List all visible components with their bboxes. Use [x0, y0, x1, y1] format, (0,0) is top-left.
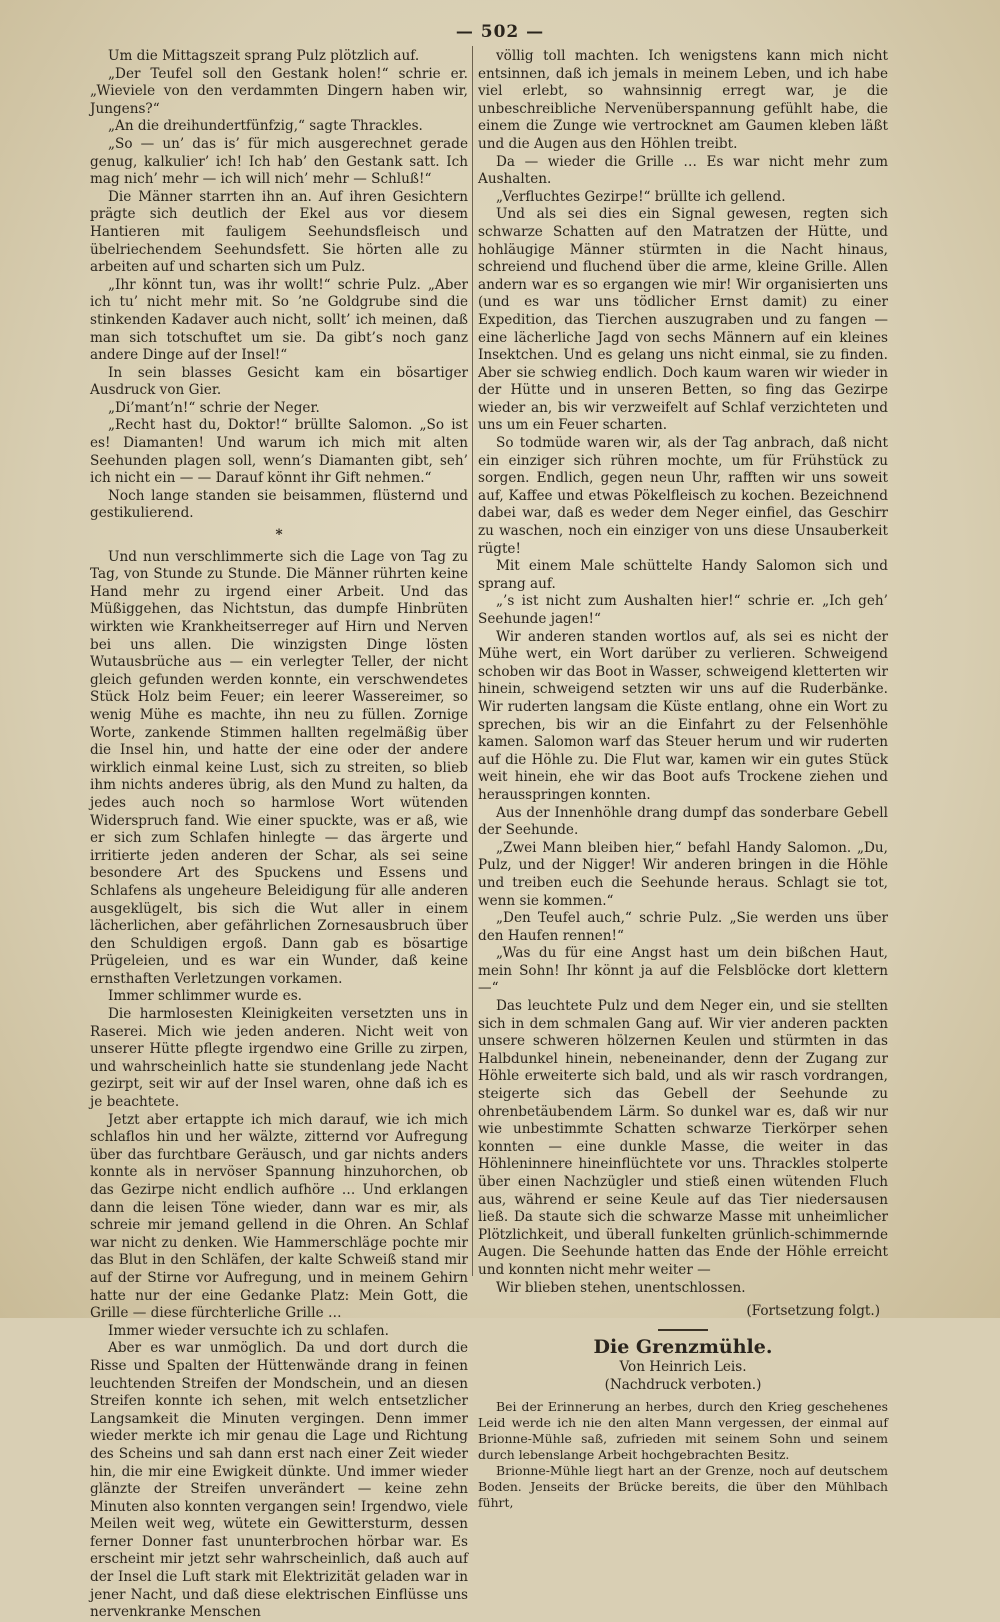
paragraph: Und nun verschlimmerte sich die Lage von Tag zu Tag, von Stunde zu Stunde. Die Männer rührten keine Hand mehr zu irgend einer Arbeit. Und das Müßiggehen, das Nichtstun, das dumpfe Hinbrüten wirkten wie Krankheitserreger auf Hirn und Nerven bei uns allen. Die winzigsten Dinge lösten Wutausbrüche aus — ein verlegter Teller, der nicht gleich gefunden werden konnte, ein verschwendetes Stück Holz beim Feuer; ein leerer Wassereimer, so wenig Mühe es machte, ihn neu zu füllen. Zornige Worte, zankende Stimmen hallten regelmäßig über die Insel hin, und hatte der eine oder der andere wirklich einmal keine Lust, sich zu streiten, so blieb ihm nichts anderes übrig, als den Mund zu halten, da jedes auch noch so harmlose Wort wütenden Widerspruch fand. Wie einer spuckte, was er aß, wie er sich zum Schlafen hinlegte — das ärgerte und irritierte jeden anderen der Schar, als sei seine besondere Art des Spuckens und Essens und Schlafens als ungeheure Beleidigung für alle anderen ausgeklügelt, bis sich die Wut aller in einem lächerlichen, aber gefährlichen Zornesausbruch über den Schuldigen ergoß. Dann gab es bösartige Prügeleien, und es war ein Wunder, daß keine ernsthaften Verletzungen vorkamen.: [90, 548, 468, 987]
paragraph: „Zwei Mann bleiben hier,“ befahl Handy Salomon. „Du, Pulz, und der Nigger! Wir anderen bringen in die Höhle und treiben euch die Seehunde heraus. Schlagt sie tot, wenn sie kommen.“: [478, 839, 888, 909]
paragraph: Immer schlimmer wurde es.: [108, 988, 302, 1005]
left-column: [90, 48, 468, 1622]
paragraph: „So — un’ das is’ für mich ausgerechnet gerade genug, kalkulier’ ich! Ich hab’ den Gestank satt. Ich mag nich’ mehr — ich will nich’ mehr — Schluß!“: [90, 135, 468, 188]
paragraph: „Ihr könnt tun, was ihr wollt!“ schrie Pulz. „Aber ich tu’ nicht mehr mit. So ’ne Goldgrube sind die stinkenden Kadaver auch nicht, sollt’ ich meinen, daß man sich totschuftet um sie. Da gibt’s noch ganz andere Dinge auf der Insel!“: [90, 276, 468, 364]
paragraph: „Was du für eine Angst hast um dein bißchen Haut, mein Sohn! Ihr könnt ja auf die Felsblöcke dort klettern —“: [478, 945, 888, 997]
paragraph: „Den Teufel auch,“ schrie Pulz. „Sie werden uns über den Haufen rennen!“: [478, 910, 888, 944]
column-divider: [472, 46, 473, 1276]
story-divider: [658, 1329, 708, 1331]
paragraph: Aber es war unmöglich. Da und dort durch die Risse und Spalten der Hüttenwände drang in feinen leuchtenden Streifen der Mondschein, und an diesen Streifen konnte ich sehen, mit welch entsetzlicher Langsamkeit die Minuten vergingen. Denn immer wieder merkte ich mir genau die Lage und Richtung des Scheins und sah dann erst nach einer Zeit wieder hin, die mir eine Ewigkeit dünkte. Und immer wieder glänzte der Streifen unverändert — keine zehn Minuten also konnten vergangen sein! Irgendwo, viele Meilen weit weg, wütete ein Gewittersturm, dessen ferner Donner fast ununterbrochen hörbar war. Es erscheint mir jetzt sehr wahrscheinlich, daß auch auf der Insel die Luft stark mit Elektrizität geladen war in jener Nacht, und daß diese elektrischen Einflüsse uns nervenkranke Menschen: [90, 1340, 468, 1621]
paragraph: Mit einem Male schüttelte Handy Salomon sich und sprang auf.: [478, 558, 888, 592]
paragraph: Um die Mittagszeit sprang Pulz plötzlich auf.: [108, 48, 420, 64]
paragraph: Und als sei dies ein Signal gewesen, regten sich schwarze Schatten auf den Matratzen der Hütte, und hohläugige Männer stürmten in die Nacht hinaus, schreiend und fluchend über die arme, kleine Grille. Allen andern war es so ergangen wie mir! Wir organisierten uns (und es war uns tödlicher Ernst damit) zu einer Expedition, das Tierchen auszugraben und zu fangen — eine lächerliche Jagd von sechs Männern auf ein kleines Insektchen. Und es gelang uns nicht einmal, sie zu finden. Aber sie schwieg endlich. Doch kaum waren wir wieder in der Hütte und in unseren Betten, so fing das Gezirpe wieder an, bis wir verzweifelt auf Schlaf verzichteten und uns um ein Feuer scharten.: [478, 206, 888, 434]
paragraph: „’s ist nicht zum Aushalten hier!“ schrie er. „Ich geh’ Seehunde jagen!“: [478, 593, 888, 627]
paragraph: völlig toll machten. Ich wenigstens kann mich nicht entsinnen, daß ich jemals in meinem Leben, und ich habe viel erlebt, so wahnsinnig erregt war, je die unbeschreibliche Nervenüberspannung gefühlt habe, die einem die Zunge wie vertrocknet am Gaumen kleben läßt und die Augen aus den Höhlen treibt.: [478, 48, 888, 152]
right-column: [478, 48, 888, 1511]
paragraph: Jetzt aber ertappte ich mich darauf, wie ich mich schlaflos hin und her wälzte, zitternd vor Aufregung über das furchtbare Geräusch, und gar nichts anders konnte als in nervöser Spannung hinzuhorchen, ob das Gezirpe nicht endlich aufhöre … Und erklangen dann die leisen Töne wieder, dann war es mir, als schreie mir jemand gellend in die Ohren. An Schlaf war nicht zu denken. Wie Hammerschläge pochte mir das Blut in den Schläfen, der kalte Schweiß stand mir auf der Stirne vor Aufregung, und in meinem Gehirn hatte nur der eine Gedanke Platz: Mein Gott, die Grille — diese fürchterliche Grille …: [90, 1111, 468, 1322]
paragraph: Das leuchtete Pulz und dem Neger ein, und sie stellten sich in dem schmalen Gang auf. Wir vier anderen packten unsere schweren hölzernen Keulen und stürmten in das Halbdunkel hinein, nebeneinander, denn der Zugang zur Höhle erweiterte sich bald, und als wir rasch vordrangen, steigerte sich das Gebell der Seehunde zu ohrenbetäubendem Lärm. So dunkel war es, daß wir nur wie unbestimmte Schatten schwarze Tierkörper sehen konnten — eine dunkle Masse, die weiter in das Höhleninnere hineinflüchtete vor uns. Thrackles stolperte über einen Nachzügler und stieß einen wütenden Fluch aus, während er seine Keule auf das Tier niedersausen ließ. Da staute sich die schwarze Masse mit unheimlicher Plötzlichkeit, und überall funkelten grünlich-schimmernde Augen. Die Seehunde hatten das Ende der Höhle erreicht und konnten nicht mehr weiter —: [478, 998, 888, 1278]
paragraph: Aus der Innenhöhle drang dumpf das sonderbare Gebell der Seehunde.: [478, 804, 888, 839]
paragraph: Die Männer starrten ihn an. Auf ihren Gesichtern prägte sich deutlich der Ekel aus vor diesem Hantieren mit fauligem Seehundsfleisch und übelriechendem Seehundsfett. Sie hörten alle zu arbeiten auf und scharten sich um Pulz.: [90, 188, 468, 276]
paragraph: Bei der Erinnerung an herbes, durch den Krieg geschehenes Leid werde ich nie den alten Mann vergessen, der einmal auf Brionne-Mühle saß, zufrieden mit seinem Sohn und seinem durch lebenslange Arbeit hochgebrachten Besitz.: [478, 1398, 888, 1462]
story-title: Die Grenzmühle.: [593, 1335, 773, 1358]
paragraph: „Der Teufel soll den Gestank holen!“ schrie er. „Wieviele von den verdammten Dingern haben wir, Jungens?“: [90, 65, 468, 117]
paragraph: „Recht hast du, Doktor!“ brüllte Salomon. „So ist es! Diamanten! Und warum ich mich mit alten Seehunden plagen soll, wenn’s Diamanten gibt, seh’ ich nicht ein — — Darauf könnt ihr Gift nehmen.“: [90, 417, 468, 487]
continuation-note: (Fortsetzung folgt.): [746, 1303, 880, 1320]
story-byline: Von Heinrich Leis.: [619, 1359, 747, 1376]
paragraph: „An die dreihundertfünfzig,“ sagte Thrackles.: [108, 118, 423, 135]
story-body: [478, 1399, 888, 1511]
paragraph: „Verfluchtes Gezirpe!“ brüllte ich gellend.: [496, 188, 786, 205]
paragraph: Wir blieben stehen, unentschlossen.: [496, 1279, 746, 1296]
paragraph: Noch lange standen sie beisammen, flüsternd und gestikulierend.: [90, 487, 468, 522]
paragraph: So todmüde waren wir, als der Tag anbrach, daß nicht ein einziger sich rühren mochte, um für Frühstück zu sorgen. Endlich, gegen neun Uhr, rafften wir uns soweit auf, Kaffee und etwas Pökelfleisch zu kochen. Bezeichnend dabei war, daß es weder dem Neger einfiel, das Geschirr zu waschen, noch ein einziger von uns diese Unsauberkeit rügte!: [478, 435, 888, 557]
paragraph: Wir anderen standen wortlos auf, als sei es nicht der Mühe wert, ein Wort darüber zu verlieren. Schweigend schoben wir das Boot in Wasser, schweigend kletterten wir hinein, schweigend setzten wir uns auf die Ruderbänke. Wir ruderten langsam die Küste entlang, ohne ein Wort zu sprechen, bis wir an die Einfahrt zu der Felsenhöhle kamen. Salomon warf das Steuer herum und wir ruderten auf die Höhle zu. Die Flut war, kamen wir ein gutes Stück weit hinein, ehe wir das Boot aufs Trockene ziehen und herausspringen konnten.: [478, 628, 888, 803]
paragraph: Da — wieder die Grille … Es war nicht mehr zum Aushalten.: [478, 153, 888, 188]
section-separator: *: [275, 527, 283, 544]
paragraph: Die harmlosesten Kleinigkeiten versetzten uns in Raserei. Mich wie jeden anderen. Nicht weit von unserer Hütte pflegte irgendwo eine Grille zu zirpen, und wahrscheinlich hatte sie stundenlang jede Nacht gezirpt, seit wir auf der Insel waren, ohne daß ich es je beachtete.: [90, 1006, 468, 1111]
paragraph: In sein blasses Gesicht kam ein bösartiger Ausdruck von Gier.: [90, 364, 468, 399]
paragraph: „Di’mant’n!“ schrie der Neger.: [108, 399, 320, 416]
reprint-note: (Nachdruck verboten.): [604, 1376, 762, 1393]
paragraph: Immer wieder versuchte ich zu schlafen.: [108, 1322, 389, 1339]
paragraph: Brionne-Mühle liegt hart an der Grenze, noch auf deutschem Boden. Jenseits der Brücke bereits, die über den Mühlbach führt,: [478, 1462, 888, 1510]
page-number: — 502 —: [455, 22, 545, 42]
